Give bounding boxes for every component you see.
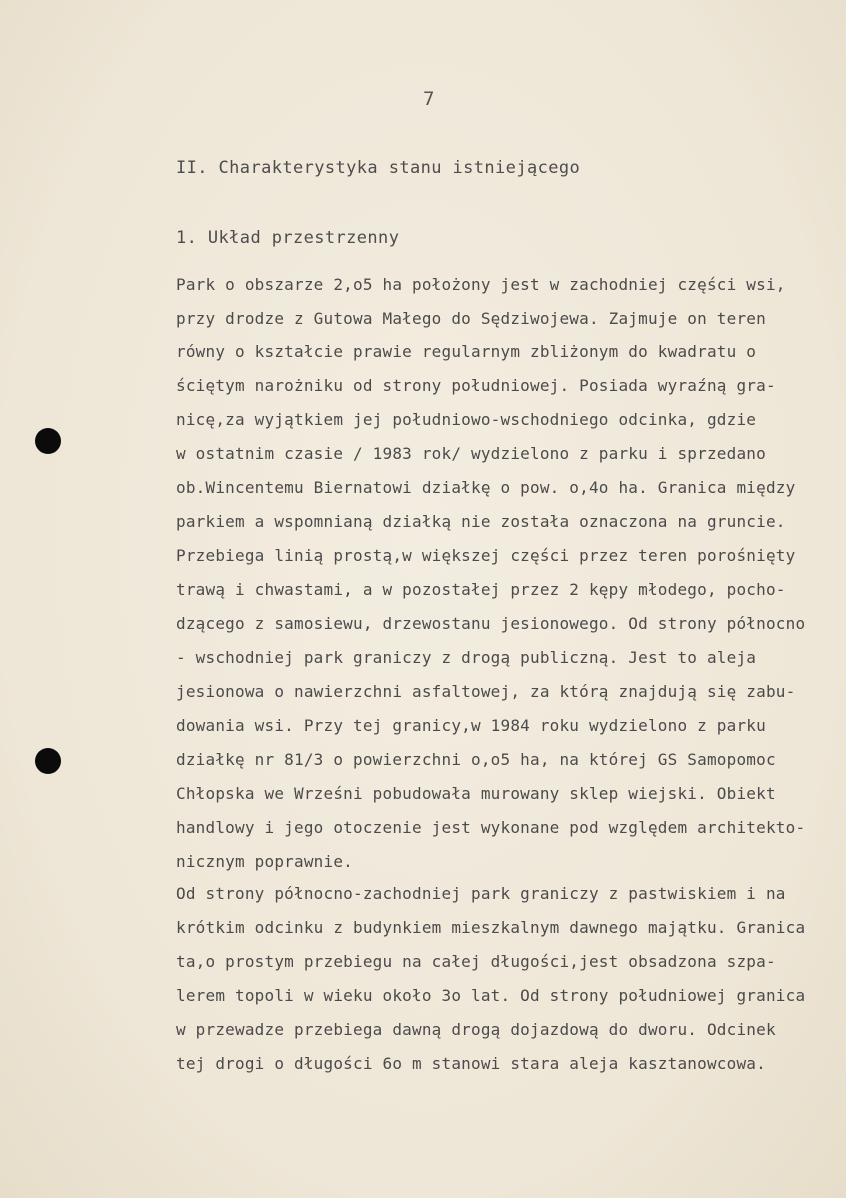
- punch-hole-upper: [35, 428, 61, 454]
- section-heading: II. Charakterystyka stanu istniejącego: [176, 158, 581, 178]
- text-line: krótkim odcinku z budynkiem mieszkalnym dawnego majątku. Granica: [176, 918, 806, 937]
- text-line: w ostatnim czasie / 1983 rok/ wydzielono z parku i sprzedano: [176, 444, 766, 463]
- text-line: jesionowa o nawierzchni asfaltowej, za którą znajdują się zabu-: [176, 682, 796, 701]
- subsection-heading: 1. Układ przestrzenny: [176, 228, 400, 248]
- text-line: działkę nr 81/3 o powierzchni o,o5 ha, na której GS Samopomoc: [176, 750, 776, 769]
- text-line: Park o obszarze 2,o5 ha położony jest w zachodniej części wsi,: [176, 275, 786, 294]
- text-line: Chłopska we Wrześni pobudowała murowany sklep wiejski. Obiekt: [176, 784, 776, 803]
- text-line: - wschodniej park graniczy z drogą publiczną. Jest to aleja: [176, 648, 757, 667]
- text-line: handlowy i jego otoczenie jest wykonane pod względem architekto-: [176, 818, 806, 837]
- text-line: tej drogi o długości 6o m stanowi stara aleja kasztanowcowa.: [176, 1054, 766, 1073]
- page-number: 7: [423, 88, 435, 110]
- text-line: nicę,za wyjątkiem jej południowo-wschodniego odcinka, gdzie: [176, 410, 757, 429]
- text-line: Od strony północno-zachodniej park graniczy z pastwiskiem i na: [176, 884, 786, 903]
- text-line: parkiem a wspomnianą działką nie została oznaczona na gruncie.: [176, 512, 786, 531]
- text-line: równy o kształcie prawie regularnym zbliżonym do kwadratu o: [176, 342, 757, 361]
- text-line: w przewadze przebiega dawną drogą dojazdową do dworu. Odcinek: [176, 1020, 776, 1039]
- text-line: przy drodze z Gutowa Małego do Sędziwojewa. Zajmuje on teren: [176, 309, 766, 328]
- text-line: dzącego z samosiewu, drzewostanu jesionowego. Od strony północno: [176, 614, 806, 633]
- text-line: dowania wsi. Przy tej granicy,w 1984 roku wydzielono z parku: [176, 716, 766, 735]
- punch-hole-lower: [35, 748, 61, 774]
- text-line: Przebiega linią prostą,w większej części przez teren porośnięty: [176, 546, 796, 565]
- text-line: ob.Wincentemu Biernatowi działkę o pow. o,4o ha. Granica między: [176, 478, 796, 497]
- text-line: ta,o prostym przebiegu na całej długości,jest obsadzona szpa-: [176, 952, 776, 971]
- text-line: lerem topoli w wieku około 3o lat. Od strony południowej granica: [176, 986, 806, 1005]
- text-line: nicznym poprawnie.: [176, 852, 353, 871]
- text-line: ściętym narożniku od strony południowej. Posiada wyraźną gra-: [176, 376, 776, 395]
- text-line: trawą i chwastami, a w pozostałej przez 2 kępy młodego, pocho-: [176, 580, 786, 599]
